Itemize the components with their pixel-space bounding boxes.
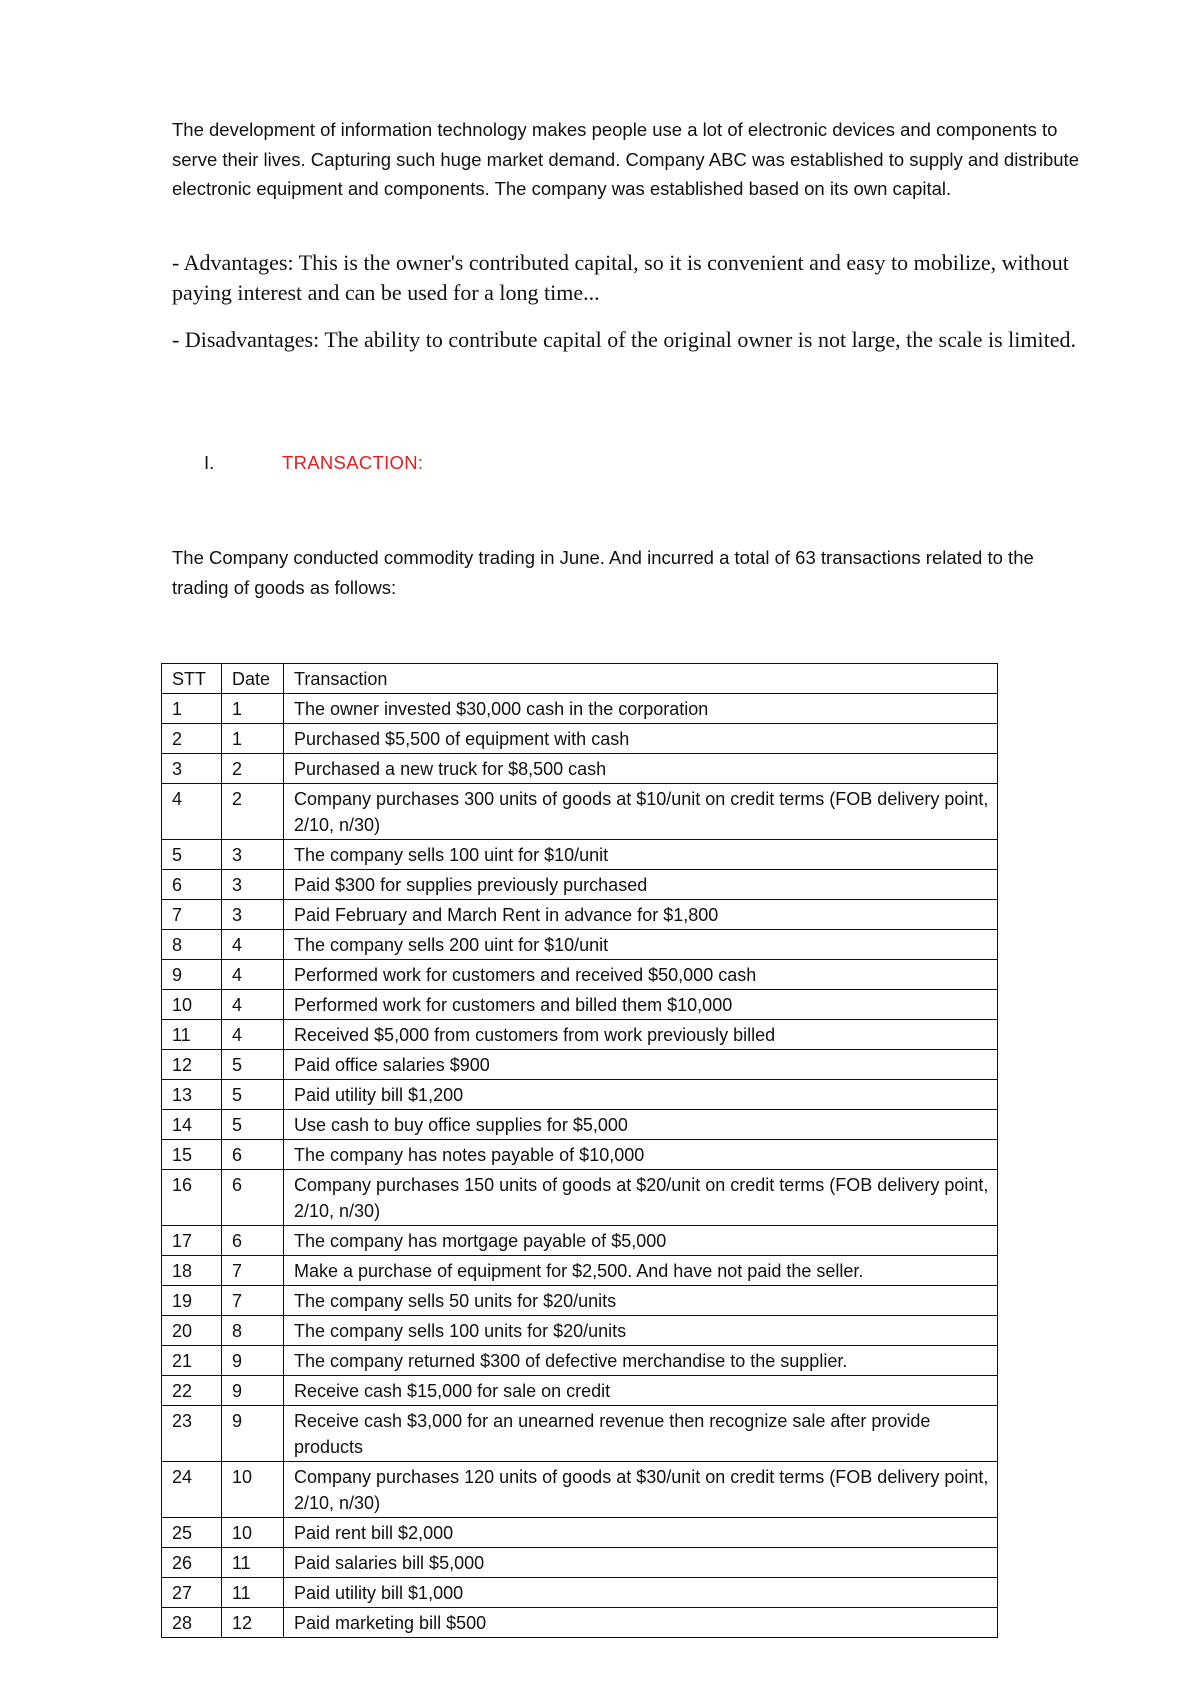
cell-stt: 13 bbox=[162, 1080, 222, 1110]
cell-transaction: Paid February and March Rent in advance for $1,800 bbox=[284, 900, 998, 930]
cell-date: 4 bbox=[222, 1020, 284, 1050]
table-row bbox=[162, 1140, 998, 1170]
lead-paragraph: The Company conducted commodity trading in June. And incurred a total of 63 transactions related to the trading of goods as follows: bbox=[172, 547, 1034, 598]
cell-stt: 28 bbox=[162, 1608, 222, 1638]
table-row bbox=[162, 1170, 998, 1226]
cell-stt: 16 bbox=[162, 1170, 222, 1226]
cell-stt: 7 bbox=[162, 900, 222, 930]
cell-date: 3 bbox=[222, 870, 284, 900]
cell-date: 7 bbox=[222, 1286, 284, 1316]
cell-transaction: Received $5,000 from customers from work previously billed bbox=[284, 1020, 998, 1050]
cell-date: 2 bbox=[222, 754, 284, 784]
cell-stt: 20 bbox=[162, 1316, 222, 1346]
cell-date: 12 bbox=[222, 1608, 284, 1638]
cell-date: 11 bbox=[222, 1578, 284, 1608]
table-row bbox=[162, 870, 998, 900]
cell-stt: 26 bbox=[162, 1548, 222, 1578]
cell-date: 3 bbox=[222, 900, 284, 930]
cell-stt: 1 bbox=[162, 694, 222, 724]
table-row bbox=[162, 840, 998, 870]
cell-transaction: Paid rent bill $2,000 bbox=[284, 1518, 998, 1548]
table-row bbox=[162, 754, 998, 784]
section-number: I. bbox=[204, 452, 215, 473]
cell-date: 1 bbox=[222, 694, 284, 724]
table-row bbox=[162, 1080, 998, 1110]
cell-date: 3 bbox=[222, 840, 284, 870]
cell-date: 6 bbox=[222, 1170, 284, 1226]
cell-transaction: Receive cash $15,000 for sale on credit bbox=[284, 1376, 998, 1406]
cell-transaction: Company purchases 120 units of goods at $30/unit on credit terms (FOB delivery point, 2/10, n/30) bbox=[284, 1462, 998, 1518]
advantages-paragraph: - Advantages: This is the owner's contributed capital, so it is convenient and easy to mobilize, without paying interest and can be used for a long time... bbox=[172, 250, 1069, 305]
cell-date: 4 bbox=[222, 990, 284, 1020]
cell-stt: 2 bbox=[162, 724, 222, 754]
cell-stt: 5 bbox=[162, 840, 222, 870]
cell-transaction: The owner invested $30,000 cash in the corporation bbox=[284, 694, 998, 724]
cell-stt: 27 bbox=[162, 1578, 222, 1608]
table-row bbox=[162, 784, 998, 840]
cell-transaction: The company has mortgage payable of $5,000 bbox=[284, 1226, 998, 1256]
cell-date: 10 bbox=[222, 1462, 284, 1518]
header-date: Date bbox=[222, 664, 284, 694]
cell-stt: 19 bbox=[162, 1286, 222, 1316]
table-header-row bbox=[162, 664, 998, 694]
table-row bbox=[162, 1406, 998, 1462]
table-row bbox=[162, 694, 998, 724]
cell-transaction: Paid utility bill $1,000 bbox=[284, 1578, 998, 1608]
cell-transaction: Receive cash $3,000 for an unearned revenue then recognize sale after provide products bbox=[284, 1406, 998, 1462]
cell-transaction: Paid utility bill $1,200 bbox=[284, 1080, 998, 1110]
cell-transaction: Performed work for customers and received $50,000 cash bbox=[284, 960, 998, 990]
cell-transaction: Performed work for customers and billed them $10,000 bbox=[284, 990, 998, 1020]
cell-date: 9 bbox=[222, 1406, 284, 1462]
transaction-table bbox=[161, 663, 998, 1638]
cell-transaction: The company sells 100 units for $20/units bbox=[284, 1316, 998, 1346]
cell-stt: 8 bbox=[162, 930, 222, 960]
disadvantages-paragraph: - Disadvantages: The ability to contribute capital of the original owner is not large, the scale is limited. bbox=[172, 327, 1076, 352]
cell-stt: 4 bbox=[162, 784, 222, 840]
table-row bbox=[162, 1286, 998, 1316]
cell-transaction: Purchased $5,500 of equipment with cash bbox=[284, 724, 998, 754]
intro-paragraph: The development of information technology makes people use a lot of electronic devices and components to serve their lives. Capturing such huge market demand. Company ABC was established to supply and distribute electronic equipment and components. The company was established based on its own capital. bbox=[172, 119, 1079, 199]
cell-date: 11 bbox=[222, 1548, 284, 1578]
cell-date: 9 bbox=[222, 1376, 284, 1406]
table-row bbox=[162, 1316, 998, 1346]
cell-transaction: The company returned $300 of defective merchandise to the supplier. bbox=[284, 1346, 998, 1376]
table-row bbox=[162, 900, 998, 930]
cell-transaction: Paid $300 for supplies previously purchased bbox=[284, 870, 998, 900]
cell-transaction: Company purchases 300 units of goods at $10/unit on credit terms (FOB delivery point, 2/10, n/30) bbox=[284, 784, 998, 840]
cell-stt: 3 bbox=[162, 754, 222, 784]
table-row bbox=[162, 1226, 998, 1256]
cell-stt: 12 bbox=[162, 1050, 222, 1080]
cell-date: 7 bbox=[222, 1256, 284, 1286]
cell-transaction: The company sells 50 units for $20/units bbox=[284, 1286, 998, 1316]
table-row bbox=[162, 1462, 998, 1518]
table-row bbox=[162, 1050, 998, 1080]
cell-date: 6 bbox=[222, 1226, 284, 1256]
cell-transaction: Company purchases 150 units of goods at $20/unit on credit terms (FOB delivery point, 2/10, n/30) bbox=[284, 1170, 998, 1226]
cell-date: 8 bbox=[222, 1316, 284, 1346]
table-row bbox=[162, 960, 998, 990]
table-row bbox=[162, 990, 998, 1020]
cell-date: 5 bbox=[222, 1080, 284, 1110]
cell-stt: 23 bbox=[162, 1406, 222, 1462]
cell-date: 5 bbox=[222, 1050, 284, 1080]
cell-date: 9 bbox=[222, 1346, 284, 1376]
cell-stt: 11 bbox=[162, 1020, 222, 1050]
cell-date: 1 bbox=[222, 724, 284, 754]
table-row bbox=[162, 1578, 998, 1608]
table-row bbox=[162, 1346, 998, 1376]
table-row bbox=[162, 1376, 998, 1406]
section-heading bbox=[0, 452, 1200, 482]
cell-transaction: The company has notes payable of $10,000 bbox=[284, 1140, 998, 1170]
cell-transaction: The company sells 100 uint for $10/unit bbox=[284, 840, 998, 870]
cell-stt: 25 bbox=[162, 1518, 222, 1548]
table-row bbox=[162, 1608, 998, 1638]
header-stt: STT bbox=[162, 664, 222, 694]
cell-stt: 21 bbox=[162, 1346, 222, 1376]
cell-date: 10 bbox=[222, 1518, 284, 1548]
cell-stt: 14 bbox=[162, 1110, 222, 1140]
header-transaction: Transaction bbox=[284, 664, 998, 694]
cell-stt: 17 bbox=[162, 1226, 222, 1256]
cell-date: 4 bbox=[222, 960, 284, 990]
cell-stt: 22 bbox=[162, 1376, 222, 1406]
table-row bbox=[162, 1548, 998, 1578]
cell-date: 2 bbox=[222, 784, 284, 840]
cell-transaction: Make a purchase of equipment for $2,500. And have not paid the seller. bbox=[284, 1256, 998, 1286]
section-title: TRANSACTION: bbox=[282, 452, 424, 473]
cell-transaction: Use cash to buy office supplies for $5,000 bbox=[284, 1110, 998, 1140]
cell-transaction: Purchased a new truck for $8,500 cash bbox=[284, 754, 998, 784]
table-row bbox=[162, 724, 998, 754]
cell-date: 4 bbox=[222, 930, 284, 960]
cell-transaction: Paid salaries bill $5,000 bbox=[284, 1548, 998, 1578]
table-row bbox=[162, 930, 998, 960]
table-row bbox=[162, 1256, 998, 1286]
cell-transaction: Paid office salaries $900 bbox=[284, 1050, 998, 1080]
cell-stt: 24 bbox=[162, 1462, 222, 1518]
cell-stt: 15 bbox=[162, 1140, 222, 1170]
cell-stt: 18 bbox=[162, 1256, 222, 1286]
cell-stt: 10 bbox=[162, 990, 222, 1020]
cell-stt: 6 bbox=[162, 870, 222, 900]
cell-transaction: Paid marketing bill $500 bbox=[284, 1608, 998, 1638]
table-row bbox=[162, 1518, 998, 1548]
table-row bbox=[162, 1020, 998, 1050]
cell-stt: 9 bbox=[162, 960, 222, 990]
cell-date: 6 bbox=[222, 1140, 284, 1170]
transaction-table-body bbox=[162, 664, 998, 1638]
cell-transaction: The company sells 200 uint for $10/unit bbox=[284, 930, 998, 960]
table-row bbox=[162, 1110, 998, 1140]
cell-date: 5 bbox=[222, 1110, 284, 1140]
